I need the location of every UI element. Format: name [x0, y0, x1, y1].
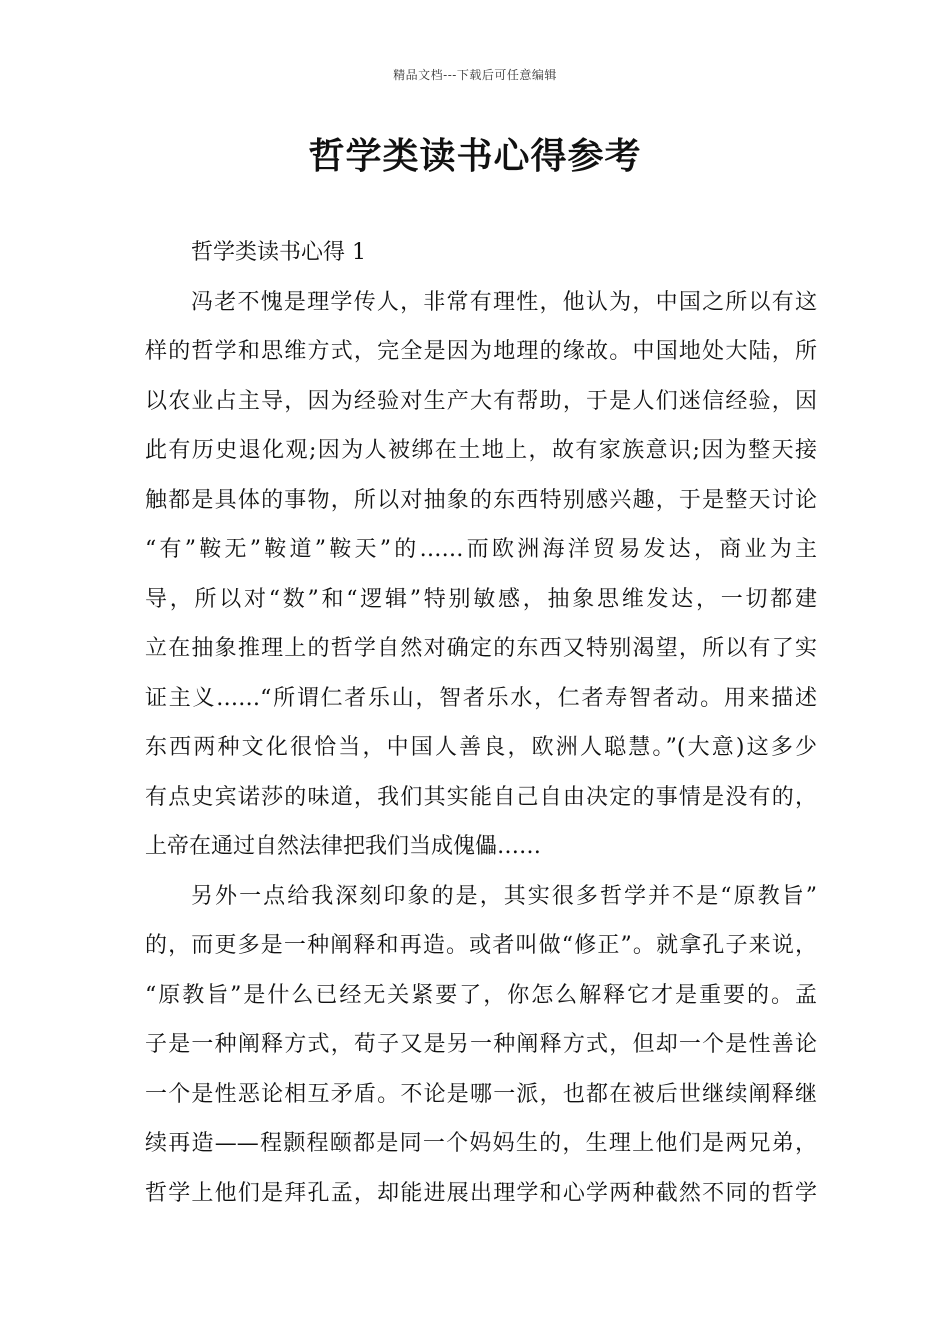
paragraph-line: 以农业占主导，因为经验对生产大有帮助，于是人们迷信经验，因	[145, 388, 817, 414]
paragraph-line: “原教旨”是什么已经无关紧要了，你怎么解释它才是重要的。孟	[145, 982, 817, 1008]
paragraph-line: 上帝在通过自然法律把我们当成傀儡……	[145, 834, 542, 859]
section-heading: 哲学类读书心得 1	[191, 240, 366, 265]
document-title: 哲学类读书心得参考	[308, 135, 642, 177]
paragraph-line: 东西两种文化很恰当，中国人善良，欧洲人聪慧。”(大意)这多少	[145, 735, 817, 760]
paragraph-line: 样的哲学和思维方式，完全是因为地理的缘故。中国地处大陆，所	[145, 339, 817, 364]
paragraph-1	[145, 278, 817, 872]
paragraph-line: 有点史宾诺莎的味道，我们其实能自己自由决定的事情是没有的，	[145, 784, 817, 810]
paragraph-line: 另外一点给我深刻印象的是，其实很多哲学并不是“原教旨”	[191, 883, 817, 909]
paragraph-line: 冯老不愧是理学传人，非常有理性，他认为，中国之所以有这	[191, 289, 817, 315]
paragraph-line: 一个是性恶论相互矛盾。不论是哪一派，也都在被后世继续阐释继	[145, 1081, 817, 1107]
header-note: 精品文档---下载后可任意编辑	[393, 68, 557, 82]
paragraph-line: 子是一种阐释方式，荀子又是另一种阐释方式，但却一个是性善论	[145, 1032, 817, 1057]
paragraph-line: 此有历史退化观;因为人被绑在土地上，故有家族意识;因为整天接	[145, 438, 817, 463]
paragraph-line: 哲学上他们是拜孔孟，却能进展出理学和心学两种截然不同的哲学	[145, 1180, 817, 1206]
paragraph-line: “有”鞍无”鞍道”鞍天”的……而欧洲海洋贸易发达，商业为主	[145, 537, 817, 562]
paragraph-line: 触都是具体的事物，所以对抽象的东西特别感兴趣，于是整天讨论	[145, 487, 817, 513]
paragraph-line: 续再造——程颢程颐都是同一个妈妈生的，生理上他们是两兄弟，	[145, 1131, 817, 1156]
paragraph-line: 导，所以对“数”和“逻辑”特别敏感，抽象思维发达，一切都建	[145, 586, 817, 612]
paragraph-line: 立在抽象推理上的哲学自然对确定的东西又特别渴望，所以有了实	[145, 636, 817, 661]
paragraph-2	[145, 872, 817, 1219]
paragraph-line: 的，而更多是一种阐释和再造。或者叫做“修正”。就拿孔子来说，	[145, 933, 817, 958]
document-body	[145, 228, 817, 1218]
paragraph-line: 证主义……“所谓仁者乐山，智者乐水，仁者寿智者动。用来描述	[145, 685, 817, 711]
